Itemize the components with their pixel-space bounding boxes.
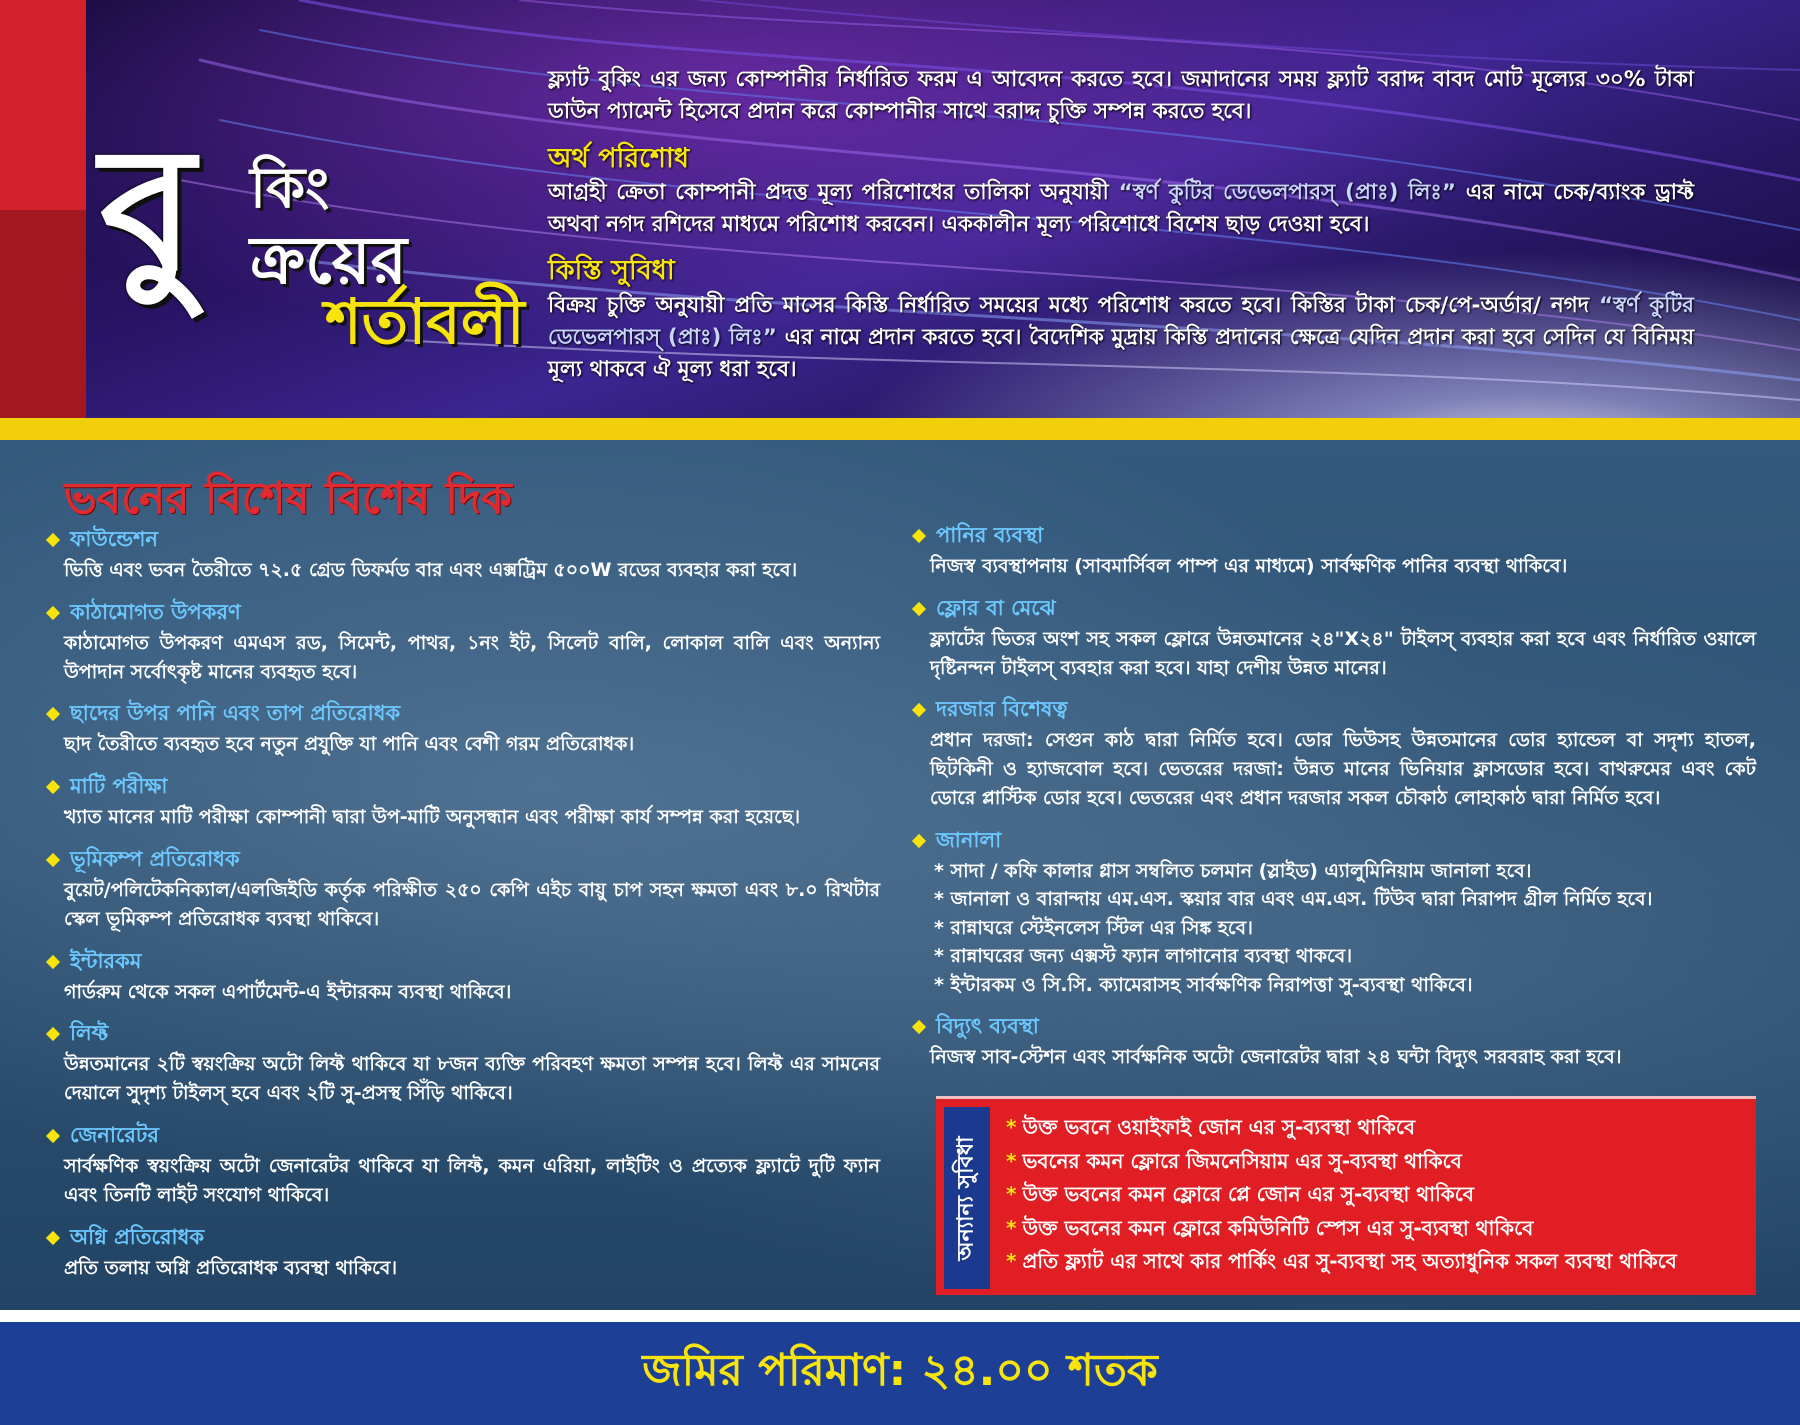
- feature-title: মাটি পরীক্ষা: [70, 774, 168, 799]
- feature-body: প্রধান দরজা: সেগুন কাঠ দ্বারা নির্মিত হবে। ডোর ভিউসহ উন্নতমানের ডোর হ্যান্ডেল বা সদৃশ্য হাতল, ছিটকিনী ও হ্যাজবোল হবে। ভেতরের দরজা: উন্নত মানের ভিনিয়ার ফ্লাসডোর হবে। বাথরুমের এবং কেট ডোরে প্লাস্টিক ডোর হবে। ভেতরের এবং প্রধান দরজার সকল চৌকাঠ লোহাকাঠ দ্বারা নির্মিত হবে।: [930, 729, 1756, 810]
- other-facilities-label: [944, 1107, 990, 1289]
- facility-item: [1006, 1212, 1746, 1246]
- window-list: [910, 857, 1756, 1000]
- other-facilities-box: [936, 1096, 1756, 1295]
- facility-text: প্রতি ফ্ল্যাট এর সাথে কার পার্কিং এর সু-ব্যবস্থা সহ অত্যাধুনিক সকল ব্যবস্থা থাকিবে: [1022, 1249, 1677, 1274]
- features-heading: ভবনের বিশেষ বিশেষ দিক: [64, 473, 512, 524]
- feature-title: অগ্নি প্রতিরোধক: [70, 1224, 205, 1249]
- other-facilities-list: [1006, 1111, 1746, 1279]
- red-accent-strip-top: [0, 0, 86, 210]
- diamond-bullet-icon: [46, 955, 60, 969]
- installment-company-name: “স্বর্ণ কুটির ডেভেলপারস্ (প্রাঃ) লিঃ”: [548, 292, 1694, 351]
- booking-terms-title: [100, 111, 530, 358]
- feature-title: ফাউন্ডেশন: [70, 527, 158, 551]
- star-icon: *: [1006, 1148, 1017, 1173]
- diamond-bullet-icon: [46, 707, 60, 721]
- feature-item: [910, 520, 1756, 581]
- feature-title: দরজার বিশেষত্ব: [936, 697, 1068, 722]
- feature-body: নিজস্ব সাব-স্টেশন এবং সার্বক্ষনিক অটো জেনারেটর দ্বারা ২৪ ঘন্টা বিদ্যুৎ সরবরাহ করা হবে।: [930, 1046, 1622, 1069]
- star-icon: *: [1006, 1215, 1017, 1240]
- feature-body: বুয়েট/পলিটেকনিক্যাল/এলজিইডি কর্তৃক পরিক্ষীত ২৫০ কেপি এইচ বায়ু চাপ সহন ক্ষমতা এবং ৮.০ রিখটার স্কেল ভূমিকম্প প্রতিরোধক ব্যবস্থা থাকিবে।: [64, 878, 880, 930]
- facility-text: উক্ত ভবনে ওয়াইফাই জোন এর সু-ব্যবস্থা থাকিবে: [1022, 1115, 1415, 1139]
- facility-text: ভবনের কমন ফ্লোরে জিমনেসিয়াম এর সু-ব্যবস্থা থাকিবে: [1022, 1148, 1462, 1173]
- feature-item: [44, 771, 880, 832]
- feature-item: [44, 597, 880, 687]
- diamond-bullet-icon: [912, 529, 926, 543]
- diamond-bullet-icon: [912, 602, 926, 616]
- title-king: কিং: [250, 156, 330, 221]
- feature-item: [44, 1018, 880, 1108]
- feature-body: গার্ডরুম থেকে সকল এপার্টমেন্ট-এ ইন্টারকম ব্যবস্থা থাকিবে।: [64, 980, 512, 1003]
- facility-item: [1006, 1111, 1746, 1145]
- payment-heading: অর্থ পরিশোধ: [548, 142, 689, 174]
- diamond-bullet-icon: [46, 533, 60, 547]
- installment-text-after: এর নামে প্রদান করতে হবে। বৈদেশিক মুদ্রায় কিস্তি প্রদানের ক্ষেত্রে যেদিন প্রদান করা হবে সেদিন যে বিনিময় মূল্য থাকবে ঐ মূল্য ধরা হবে।: [548, 325, 1694, 383]
- diamond-bullet-icon: [46, 1231, 60, 1245]
- feature-item: [910, 593, 1756, 683]
- facility-item: [1006, 1145, 1746, 1179]
- installment-text-before: বিক্রয় চুক্তি অনুযায়ী প্রতি মাসের কিস্তি নির্ধারিত সময়ের মধ্যে পরিশোধ করতে হবে। কিস্তির টাকা চেক/পে-অর্ডার/ নগদ: [548, 292, 1600, 318]
- window-title: জানালা: [936, 827, 1002, 852]
- feature-title: ভূমিকম্প প্রতিরোধক: [70, 847, 240, 871]
- star-icon: *: [1006, 1249, 1017, 1274]
- feature-item: [44, 1222, 880, 1283]
- facility-item: [1006, 1245, 1746, 1279]
- building-features-section: [0, 440, 1800, 1310]
- payment-company-name: “স্বর্ণ কুটির ডেভেলপারস্ (প্রাঃ) লিঃ”: [1118, 179, 1457, 205]
- diamond-bullet-icon: [46, 606, 60, 620]
- feature-item: [910, 694, 1756, 813]
- feature-body: উন্নতমানের ২টি স্বয়ংক্রিয় অটো লিফ্ট থাকিবে যা ৮জন ব্যক্তি পরিবহণ ক্ষমতা সম্পন্ন হবে। লিফ্ট এর সামনের দেয়ালে সুদৃশ্য টাইলস্ হবে এবং ২টি সু-প্রসস্থ সিঁড়ি থাকিবে।: [64, 1053, 880, 1105]
- white-divider: [0, 1310, 1800, 1322]
- feature-body: ভিত্তি এবং ভবন তৈরীতে ৭২.৫ গ্রেড ডিফর্মড বার এবং এক্সট্রিম ৫০০W রডের ব্যবহার করা হবে।: [64, 558, 798, 581]
- window-list-item: * রান্নাঘরে স্টেইনলেস স্টিল এর সিঙ্ক হবে।: [934, 916, 1253, 939]
- feature-title: ফ্লোর বা মেঝে: [936, 595, 1056, 620]
- feature-body: কাঠামোগত উপকরণ এমএস রড, সিমেন্ট, পাথর, ১নং ইট, সিলেট বালি, লোকাল বালি এবং অন্যান্য উপাদান সর্বোৎকৃষ্ট মানের ব্যবহৃত হবে।: [64, 631, 880, 683]
- feature-item: [910, 1011, 1756, 1072]
- payment-paragraph: [548, 177, 1694, 242]
- installment-paragraph: [548, 290, 1694, 387]
- feature-title: পানির ব্যবস্থা: [936, 523, 1044, 547]
- feature-item: [44, 524, 880, 585]
- diamond-bullet-icon: [46, 853, 60, 867]
- feature-body: প্রতি তলায় অগ্নি প্রতিরোধক ব্যবস্থা থাকিবে।: [64, 1256, 398, 1279]
- window-list-item: * সাদা / কফি কালার গ্লাস সম্বলিত চলমান (স্লাইড) এ্যালুমিনিয়াম জানালা হবে।: [934, 859, 1532, 882]
- installment-heading: কিস্তি সুবিধা: [548, 255, 675, 287]
- feature-title: ছাদের উপর পানি এবং তাপ প্রতিরোধক: [70, 701, 401, 726]
- star-icon: *: [1006, 1115, 1017, 1139]
- feature-body: নিজস্ব ব্যবস্থাপনায় (সাবমার্সিবল পাম্প এর মাধ্যমে) সার্বক্ষণিক পানির ব্যবস্থা থাকিবে।: [930, 554, 1568, 577]
- feature-body: সার্বক্ষণিক স্বয়ংক্রিয় অটো জেনারেটর থাকিবে যা লিফ্ট, কমন এরিয়া, লাইটিং ও প্রত্যেক ফ্ল্যাটে দুটি ফ্যান এবং তিনটি লাইট সংযোগ থাকিবে।: [64, 1155, 880, 1206]
- window-list-item: * জানালা ও বারান্দায় এম.এস. স্কয়ার বার এবং এম.এস. টিউব দ্বারা নিরাপদ গ্রীল নির্মিত হবে।: [934, 888, 1653, 911]
- feature-item: [44, 1120, 880, 1210]
- payment-text-after: এর নামে চেক/ব্যাংক ড্রাফ্ট অথবা নগদ রশিদের মাধ্যমে পরিশোধ করবেন। এককালীন মূল্য পরিশোধে বিশেষ ছাড় দেওয়া হবে।: [548, 179, 1694, 238]
- feature-item: [44, 698, 880, 759]
- facility-item: [1006, 1178, 1746, 1212]
- window-item: [910, 825, 1756, 999]
- diamond-bullet-icon: [912, 703, 926, 717]
- feature-title: কাঠামোগত উপকরণ: [70, 599, 241, 624]
- star-icon: *: [1006, 1182, 1017, 1207]
- facility-text: উক্ত ভবনের কমন ফ্লোরে কমিউনিটি স্পেস এর সু-ব্যবস্থা থাকিবে: [1022, 1215, 1534, 1240]
- diamond-bullet-icon: [46, 1129, 60, 1143]
- title-bu: বু: [100, 111, 195, 309]
- window-list-item: * রান্নাঘরের জন্য এক্সস্ট ফ্যান লাগানোর ব্যবস্থা থাকবে।: [934, 945, 1353, 968]
- features-left-column: [44, 524, 880, 1295]
- feature-title: ইন্টারকম: [70, 948, 142, 973]
- land-area-text: জমির পরিমাণ: ২৪.০০ শতক: [642, 1345, 1158, 1396]
- feature-title: বিদ্যুৎ ব্যবস্থা: [936, 1014, 1039, 1039]
- booking-terms-text: [548, 64, 1694, 387]
- feature-body: ছাদ তৈরীতে ব্যবহৃত হবে নতুন প্রযুক্তি যা পানি এবং বেশী গরম প্রতিরোধক।: [64, 733, 635, 756]
- diamond-bullet-icon: [912, 1020, 926, 1034]
- feature-body: ফ্ল্যাটের ভিতর অংশ সহ সকল ফ্লোরে উন্নতমানের ২৪"X২৪" টাইলস্ ব্যবহার করা হবে এবং নির্ধারিত ওয়ালে দৃষ্টিনন্দন টাইলস্ ব্যবহার করা হবে। যাহা দেশীয় উন্নত মানের।: [930, 627, 1756, 679]
- title-kroyer: ক্রয়ের: [250, 222, 407, 299]
- title-shortaboli: শর্তাবলী: [325, 285, 525, 358]
- payment-text-before: আগ্রহী ক্রেতা কোম্পানী প্রদত্ত মূল্য পরিশোধের তালিকা অনুযায়ী: [548, 179, 1119, 205]
- window-list-item: * ইন্টারকম ও সি.সি. ক্যামেরাসহ সার্বক্ষণিক নিরাপত্তা সু-ব্যবস্থা থাকিবে।: [934, 973, 1473, 996]
- land-area-footer: [0, 1322, 1800, 1425]
- feature-title: লিফ্ট: [70, 1021, 109, 1046]
- top-banner: [0, 0, 1800, 418]
- other-facilities-label-text: অন্যান্য সুবিধা: [953, 1136, 979, 1260]
- diamond-bullet-icon: [912, 834, 926, 848]
- red-accent-strip-bottom: [0, 210, 86, 418]
- feature-item: [44, 844, 880, 934]
- feature-title: জেনারেটর: [70, 1123, 159, 1148]
- features-right-column: [910, 520, 1756, 1084]
- feature-body: খ্যাত মানের মাটি পরীক্ষা কোম্পানী দ্বারা উপ-মাটি অনুসন্ধান এবং পরীক্ষা কার্য সম্পন্ন করা হয়েছে।: [64, 806, 801, 829]
- feature-item: [44, 946, 880, 1007]
- diamond-bullet-icon: [46, 780, 60, 794]
- facility-text: উক্ত ভবনের কমন ফ্লোরে প্লে জোন এর সু-ব্যবস্থা থাকিবে: [1022, 1182, 1474, 1207]
- booking-paragraph: ফ্ল্যাট বুকিং এর জন্য কোম্পানীর নির্ধারিত ফরম এ আবেদন করতে হবে। জমাদানের সময় ফ্ল্যাট বরাদ্দ বাবদ মোট মূল্যের ৩০% টাকা ডাউন প্যামেন্ট হিসেবে প্রদান করে কোম্পানীর সাথে বরাদ্দ চুক্তি সম্পন্ন করতে হবে।: [548, 67, 1694, 125]
- yellow-divider: [0, 418, 1800, 440]
- diamond-bullet-icon: [46, 1027, 60, 1041]
